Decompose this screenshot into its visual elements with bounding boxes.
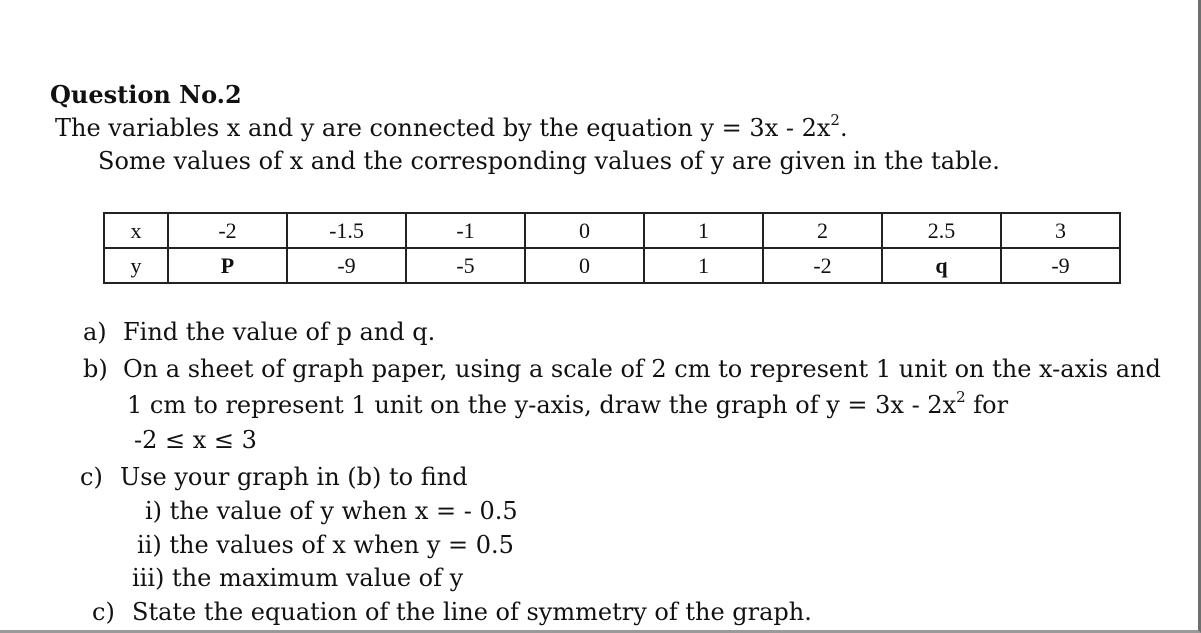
intro-line-1	[55, 111, 848, 142]
table-cell: P	[168, 248, 287, 283]
part-c	[80, 463, 468, 491]
table-cell: -1	[406, 213, 525, 248]
part-a-text: Find the value of p and q.	[123, 318, 436, 346]
part-b-line-2-text: 1 cm to represent 1 unit on the y-axis, draw the graph of y = 3x - 2x	[127, 391, 957, 419]
table-cell: q	[882, 248, 1001, 283]
part-a-label: a)	[83, 318, 107, 346]
part-c-sub-i: i) the value of y when x = - 0.5	[145, 497, 518, 525]
part-a	[83, 318, 435, 346]
table-cell: 1	[644, 213, 763, 248]
part-d	[92, 598, 812, 626]
table-row-x	[104, 213, 1120, 248]
table-cell: 0	[525, 248, 644, 283]
part-c-sub-ii: ii) the values of x when y = 0.5	[137, 531, 514, 559]
intro-line-1-end: .	[839, 114, 848, 142]
part-b-line-2-end: for	[965, 391, 1009, 419]
table-cell: -2	[168, 213, 287, 248]
table-cell: 2	[763, 213, 882, 248]
table-cell: 2.5	[882, 213, 1001, 248]
table-cell: 0	[525, 213, 644, 248]
table-row-y	[104, 248, 1120, 283]
table-cell: -9	[1001, 248, 1120, 283]
part-b-label: b)	[83, 355, 108, 383]
part-b-exponent: 2	[956, 388, 966, 406]
part-b-line-2	[127, 388, 1009, 419]
part-d-label: c)	[92, 598, 115, 626]
part-d-text: State the equation of the line of symmetry of the graph.	[132, 598, 812, 626]
table-cell: 3	[1001, 213, 1120, 248]
values-table	[103, 212, 1121, 284]
table-cell: 1	[644, 248, 763, 283]
part-c-text: Use your graph in (b) to find	[120, 463, 468, 491]
part-b-line-1: On a sheet of graph paper, using a scale of 2 cm to represent 1 unit on the x-axis and	[123, 355, 1161, 383]
question-title: Question No.2	[50, 80, 242, 109]
part-b-line-3: -2 ≤ x ≤ 3	[134, 426, 257, 454]
table-cell: -2	[763, 248, 882, 283]
table-header-cell: y	[104, 248, 168, 283]
table-cell: -5	[406, 248, 525, 283]
part-b	[83, 355, 1161, 383]
table-header-cell: x	[104, 213, 168, 248]
intro-line-1-exponent: 2	[830, 111, 840, 129]
intro-line-2: Some values of x and the corresponding values of y are given in the table.	[98, 147, 1000, 175]
intro-line-1-text: The variables x and y are connected by the equation y = 3x - 2x	[55, 114, 831, 142]
part-c-label: c)	[80, 463, 103, 491]
table-cell: -1.5	[287, 213, 406, 248]
table-cell: -9	[287, 248, 406, 283]
part-c-sub-iii: iii) the maximum value of y	[132, 564, 464, 592]
